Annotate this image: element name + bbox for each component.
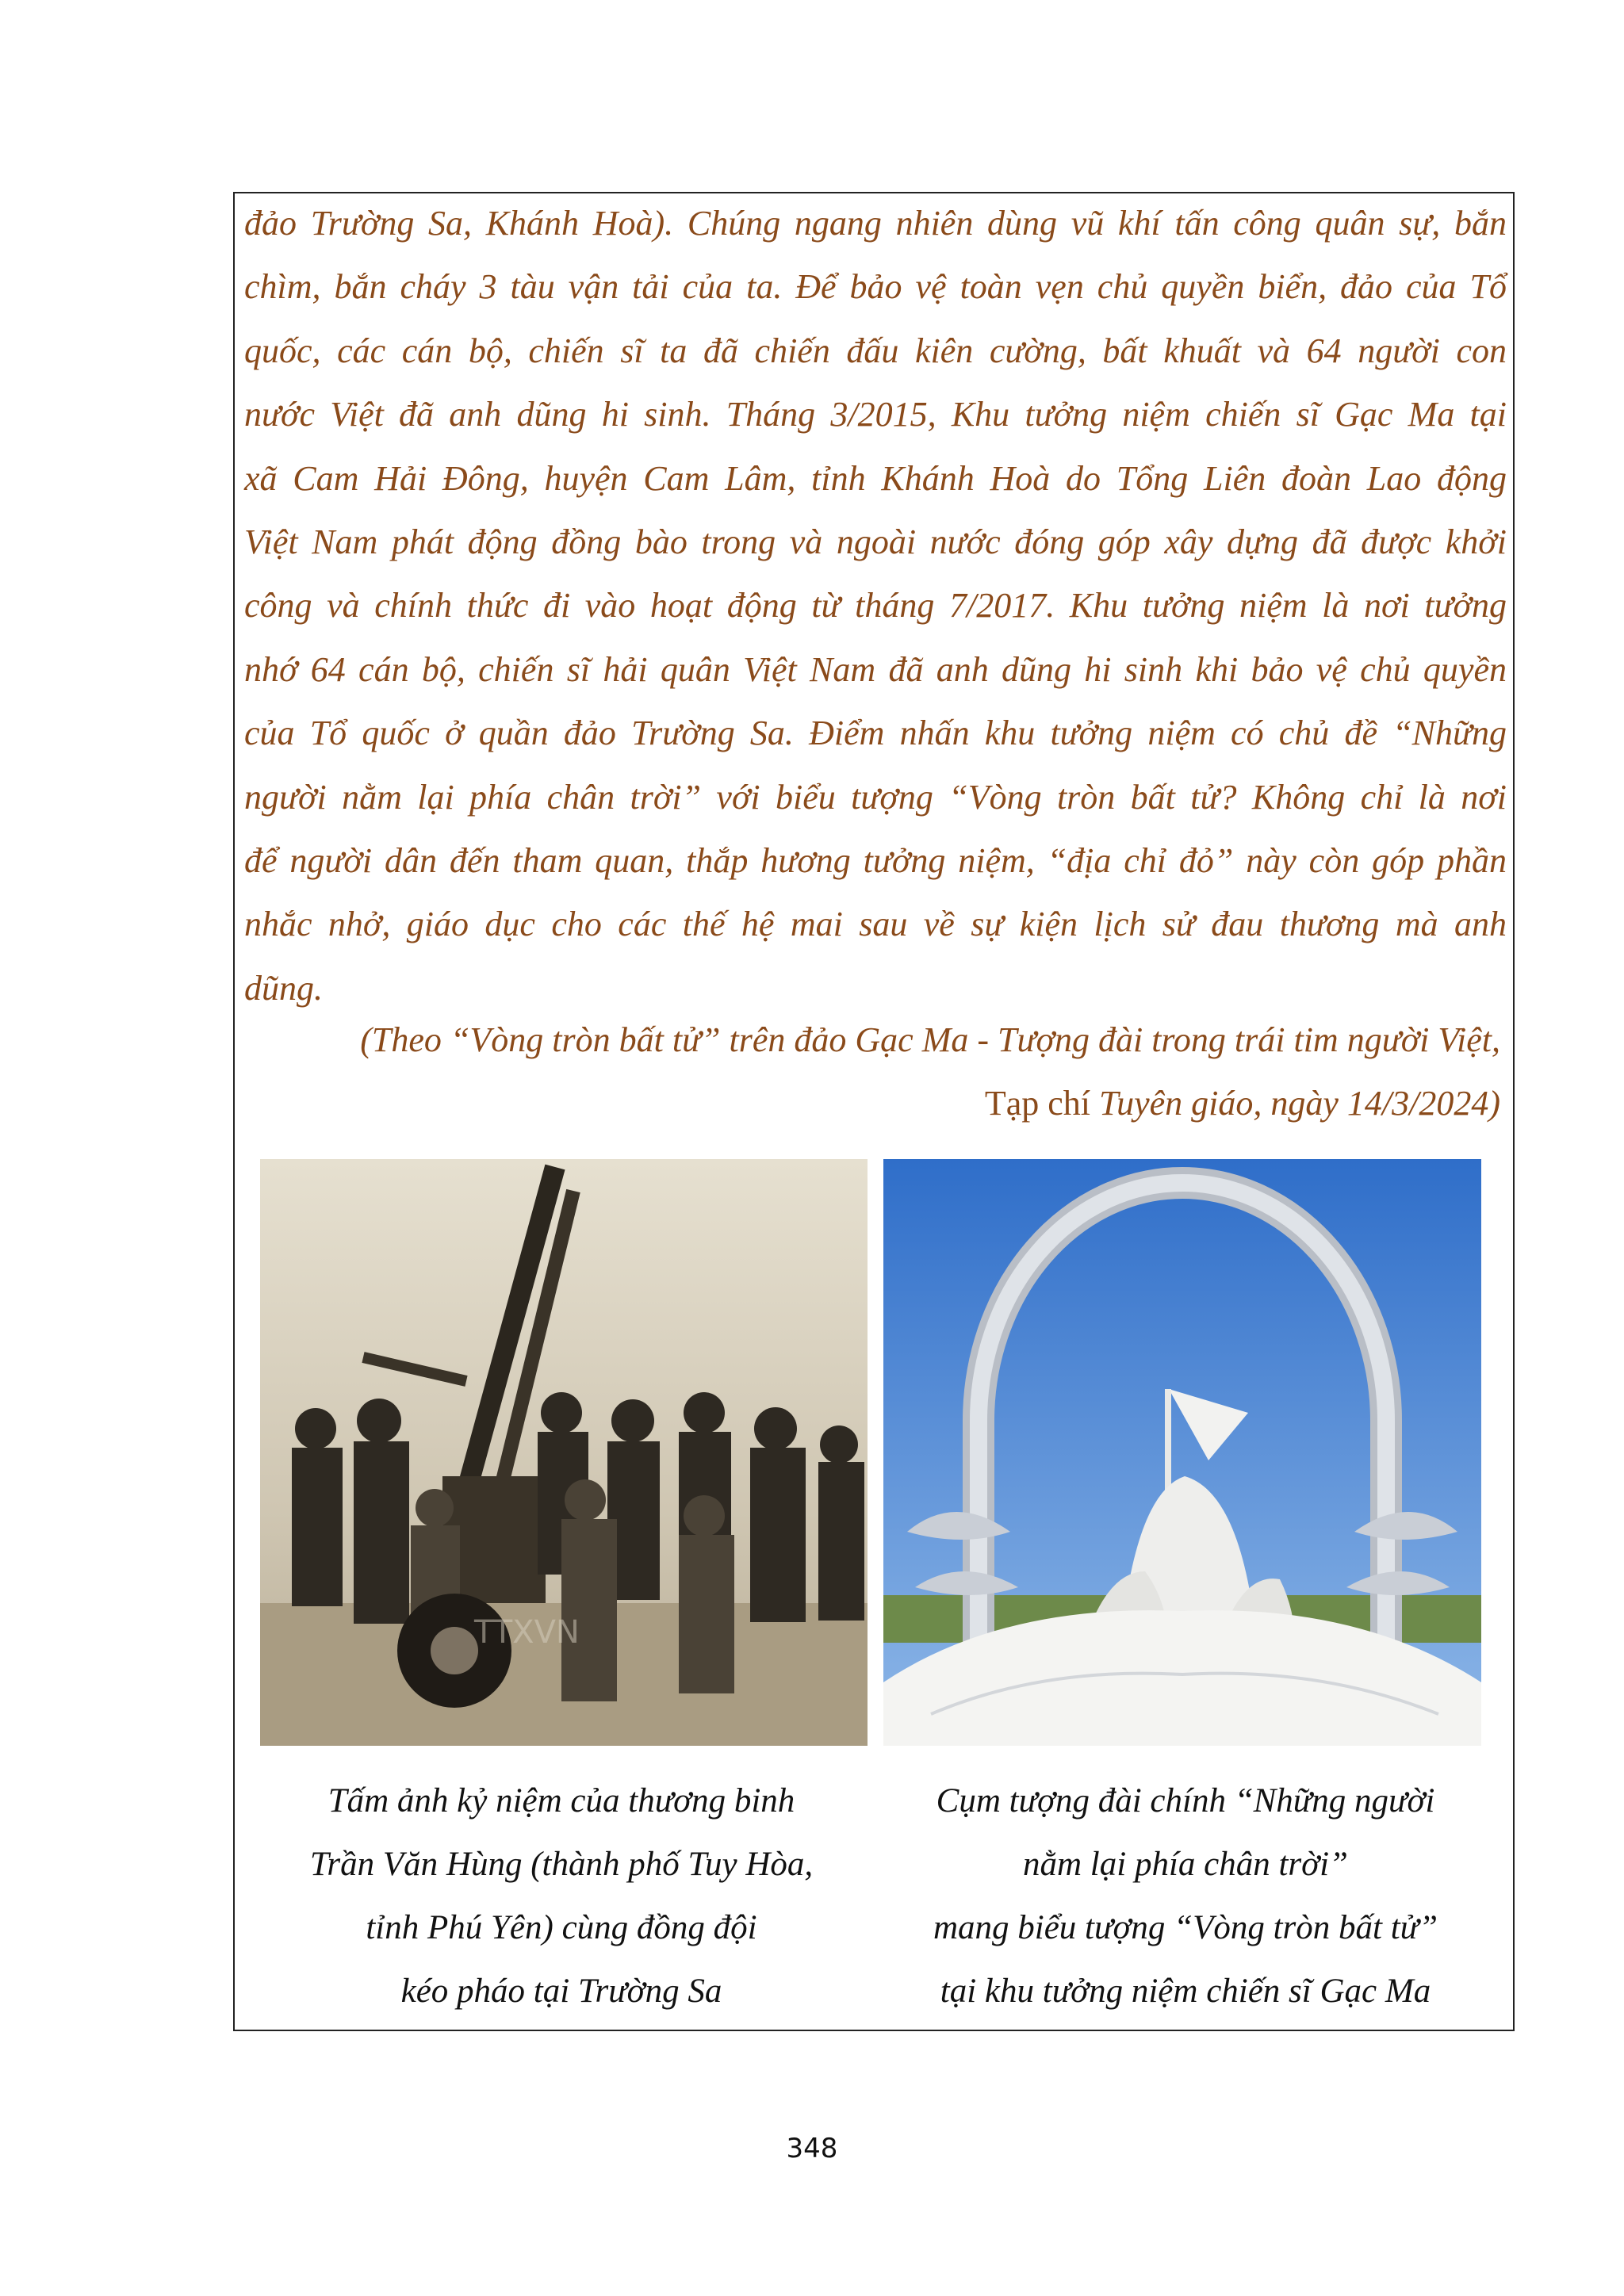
body-line: quốc, các cán bộ, chiến sĩ ta đã chiến đấu kiên cường, bất khuất và 64 người con [244, 331, 1507, 370]
citation-line-2 [244, 1083, 1500, 1123]
caption-line: nằm lại phía chân trời” [1023, 1846, 1348, 1883]
body-line: người nằm lại phía chân trời” với biểu tượng “Vòng tròn bất tử? Không chỉ là nơi [244, 777, 1507, 817]
body-line: Việt Nam phát động đồng bào trong và ngoài nước đóng góp xây dựng đã được khởi [244, 522, 1507, 561]
citation-source-title: (Theo “Vòng tròn bất tử” trên đảo Gạc Ma - Tượng đài trong trái tim người Việt, [360, 1020, 1500, 1059]
photo-gac-ma-monument [883, 1159, 1481, 1746]
caption-line: Tấm ảnh kỷ niệm của thương binh [327, 1782, 795, 1820]
body-line: nước Việt đã anh dũng hi sinh. Tháng 3/2015, Khu tưởng niệm chiến sĩ Gạc Ma tại [244, 395, 1507, 434]
caption-line: tại khu tưởng niệm chiến sĩ Gạc Ma [940, 1973, 1431, 2010]
photo-artillery-crew [260, 1159, 868, 1746]
caption-line: Cụm tượng đài chính “Những người [936, 1782, 1435, 1820]
body-line: công và chính thức đi vào hoạt động từ tháng 7/2017. Khu tưởng niệm là nơi tưởng [244, 586, 1507, 626]
citation-prefix: Tạp chí [984, 1084, 1100, 1123]
body-line: nhắc nhở, giáo dục cho các thế hệ mai sau về sự kiện lịch sử đau thương mà anh [244, 905, 1507, 944]
body-line: xã Cam Hải Đông, huyện Cam Lâm, tỉnh Khánh Hoà do Tổng Liên đoàn Lao động [244, 458, 1507, 498]
body-line: để người dân đến tham quan, thắp hương tưởng niệm, “địa chỉ đỏ” này còn góp phần [244, 840, 1507, 880]
caption-photo-1 [244, 1770, 879, 2023]
body-line: nhớ 64 cán bộ, chiến sĩ hải quân Việt Nam đã anh dũng hi sinh khi bảo vệ chủ quyền [244, 649, 1507, 689]
body-line: chìm, bắn cháy 3 tàu vận tải của ta. Để bảo vệ toàn vẹn chủ quyền biển, đảo của Tổ [244, 267, 1507, 307]
caption-line: tỉnh Phú Yên) cùng đồng đội [366, 1909, 757, 1946]
artillery-crew-image [260, 1159, 868, 1746]
body-line: của Tổ quốc ở quần đảo Trường Sa. Điểm nhấn khu tưởng niệm có chủ đề “Những [244, 714, 1507, 753]
svg-text:TTXVN: TTXVN [474, 1614, 580, 1651]
page-number: 348 [786, 2133, 838, 2164]
body-line: đảo Trường Sa, Khánh Hoà). Chúng ngang nhiên dùng vũ khí tấn công quân sự, bắn [244, 204, 1507, 243]
caption-line: kéo pháo tại Trường Sa [400, 1973, 722, 2010]
caption-line: Trần Văn Hùng (thành phố Tuy Hòa, [309, 1846, 814, 1883]
caption-photo-2 [880, 1770, 1491, 2023]
monument-image [883, 1159, 1481, 1746]
body-line: dũng. [244, 968, 323, 1008]
caption-line: mang biểu tượng “Vòng tròn bất tử” [933, 1909, 1438, 1946]
body-paragraph [244, 192, 1507, 1020]
citation-line-1 [244, 1020, 1500, 1060]
citation-journal-date: Tuyên giáo, ngày 14/3/2024) [1099, 1084, 1500, 1123]
